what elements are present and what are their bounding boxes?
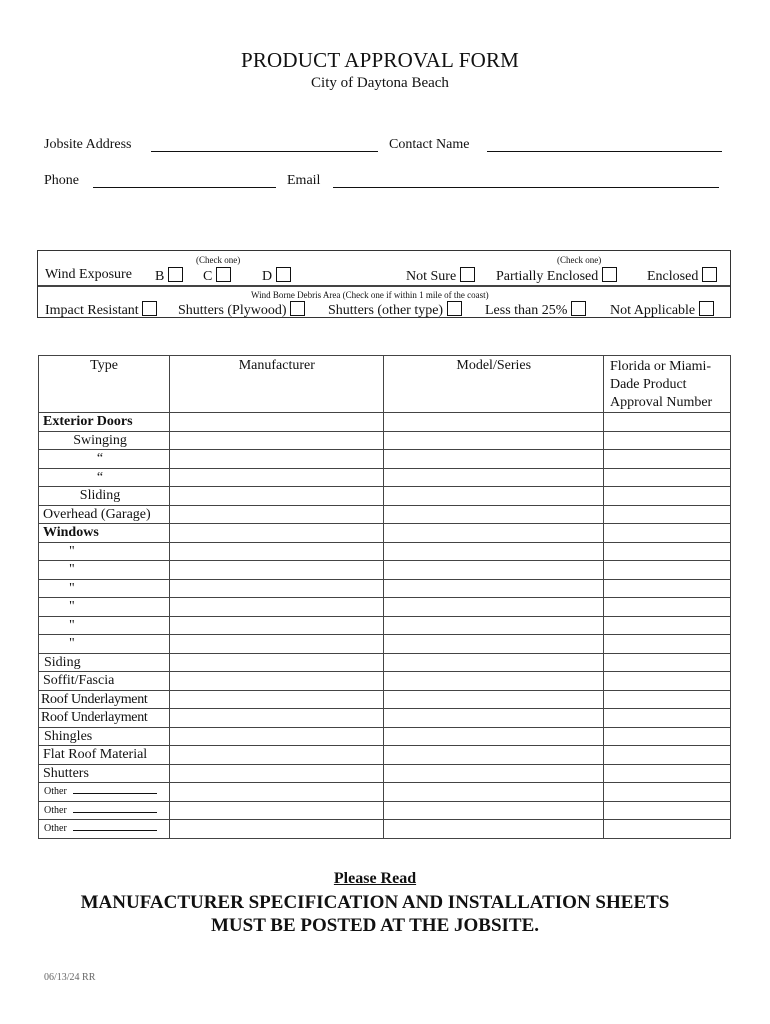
enclosed-label: Enclosed	[647, 269, 699, 284]
manufacturer-cell[interactable]	[170, 450, 384, 469]
model-series-cell[interactable]	[384, 764, 603, 783]
row-type-cell	[39, 598, 170, 617]
jobsite-address-field[interactable]	[151, 151, 378, 152]
manufacturer-cell[interactable]	[170, 413, 384, 432]
manufacturer-cell[interactable]	[170, 690, 384, 709]
manufacturer-cell[interactable]	[170, 598, 384, 617]
row-type-cell	[39, 542, 170, 561]
wind-section-divider	[38, 285, 730, 287]
approval-number-cell[interactable]	[603, 542, 730, 561]
approval-number-cell[interactable]	[603, 727, 730, 746]
manufacturer-cell[interactable]	[170, 487, 384, 506]
table-row	[39, 598, 731, 617]
approval-number-cell[interactable]	[603, 524, 730, 543]
row-type-cell	[39, 820, 170, 839]
less-than-25-checkbox[interactable]	[571, 301, 586, 316]
not-applicable-checkbox[interactable]	[699, 301, 714, 316]
model-series-cell[interactable]	[384, 783, 603, 802]
less-than-25-option[interactable]	[485, 301, 586, 319]
enclosure-not-sure[interactable]	[406, 267, 475, 285]
form-subtitle: City of Daytona Beach	[311, 75, 449, 91]
row-type-label: Soffit/Fascia	[43, 673, 115, 688]
form-title: PRODUCT APPROVAL FORM	[240, 48, 520, 72]
table-row	[39, 690, 731, 709]
approval-number-cell[interactable]	[603, 505, 730, 524]
approval-number-cell[interactable]	[603, 672, 730, 691]
exposure-option-c-label: C	[203, 269, 213, 284]
contact-name-label: Contact Name	[389, 137, 470, 152]
row-type-cell	[39, 450, 170, 469]
row-type-label: Shutters	[43, 765, 89, 781]
check-one-note-left: (Check one)	[196, 255, 241, 265]
manufacturer-cell[interactable]	[170, 801, 384, 820]
approval-number-cell[interactable]	[603, 616, 730, 635]
less-than-25-label: Less than 25%	[485, 303, 568, 318]
approval-number-cell[interactable]	[603, 690, 730, 709]
phone-field[interactable]	[93, 187, 276, 188]
table-row	[39, 468, 731, 487]
table-row	[39, 431, 731, 450]
row-type-label: "	[69, 636, 75, 651]
approval-number-cell[interactable]	[603, 413, 730, 432]
manufacturer-cell[interactable]	[170, 431, 384, 450]
approval-number-cell[interactable]	[603, 468, 730, 487]
manufacturer-cell[interactable]	[170, 579, 384, 598]
email-label: Email	[287, 173, 321, 188]
model-series-cell[interactable]	[384, 598, 603, 617]
model-series-cell[interactable]	[384, 450, 603, 469]
model-series-cell[interactable]	[384, 616, 603, 635]
phone-label: Phone	[44, 173, 79, 188]
row-type-label: Exterior Doors	[43, 414, 133, 429]
model-series-cell[interactable]	[384, 561, 603, 580]
posting-notice-line-2: MUST BE POSTED AT THE JOBSITE.	[210, 915, 540, 936]
shutters-other-option[interactable]	[328, 301, 462, 319]
exposure-option-b[interactable]	[155, 267, 183, 285]
manufacturer-cell[interactable]	[170, 783, 384, 802]
approval-number-cell[interactable]	[603, 820, 730, 839]
table-row	[39, 413, 731, 432]
posting-notice-line-1: MANUFACTURER SPECIFICATION AND INSTALLATION SHEETS	[80, 892, 670, 913]
row-type-cell	[39, 413, 170, 432]
row-type-cell	[39, 764, 170, 783]
row-type-cell	[39, 746, 170, 765]
row-type-label: Siding	[44, 654, 81, 670]
row-type-cell	[39, 653, 170, 672]
row-type-label: Shingles	[44, 728, 93, 744]
manufacturer-cell[interactable]	[170, 727, 384, 746]
approval-number-cell[interactable]	[603, 487, 730, 506]
row-type-label: Other	[44, 804, 67, 816]
enclosure-enclosed[interactable]	[647, 267, 717, 285]
email-field[interactable]	[333, 187, 719, 188]
table-row	[39, 820, 731, 839]
model-series-cell[interactable]	[384, 690, 603, 709]
other-type-field[interactable]	[73, 830, 157, 831]
partially-enclosed-label: Partially Enclosed	[496, 269, 599, 284]
approval-number-cell[interactable]	[603, 561, 730, 580]
manufacturer-cell[interactable]	[170, 820, 384, 839]
exposure-option-b-label: B	[155, 269, 165, 284]
model-series-cell[interactable]	[384, 468, 603, 487]
exposure-option-d[interactable]	[262, 267, 291, 285]
table-row	[39, 579, 731, 598]
approval-number-cell[interactable]	[603, 653, 730, 672]
table-row	[39, 487, 731, 506]
model-series-cell[interactable]	[384, 524, 603, 543]
model-series-cell[interactable]	[384, 820, 603, 839]
other-type-field[interactable]	[73, 812, 157, 813]
model-series-cell[interactable]	[384, 413, 603, 432]
manufacturer-cell[interactable]	[170, 746, 384, 765]
model-series-cell[interactable]	[384, 746, 603, 765]
row-type-cell	[39, 672, 170, 691]
posting-notice	[0, 891, 750, 937]
manufacturer-cell[interactable]	[170, 468, 384, 487]
check-one-note-right: (Check one)	[557, 255, 602, 265]
row-type-label: Roof Underlayment	[41, 710, 148, 725]
exposure-c-checkbox[interactable]	[216, 267, 231, 282]
table-row	[39, 542, 731, 561]
enclosure-partially-enclosed[interactable]	[496, 267, 617, 285]
table-row	[39, 727, 731, 746]
manufacturer-cell[interactable]	[170, 524, 384, 543]
partially-enclosed-checkbox[interactable]	[602, 267, 617, 282]
table-header-row	[39, 356, 731, 413]
table-row	[39, 764, 731, 783]
please-read-heading: Please Read	[333, 870, 417, 887]
manufacturer-cell[interactable]	[170, 505, 384, 524]
wind-exposure-row	[45, 267, 725, 285]
manufacturer-column-header: Manufacturer	[170, 356, 384, 413]
table-row	[39, 672, 731, 691]
model-series-cell[interactable]	[384, 487, 603, 506]
row-type-cell	[39, 579, 170, 598]
table-row	[39, 616, 731, 635]
shutters-plywood-option[interactable]	[178, 301, 305, 319]
row-type-label: "	[69, 562, 75, 577]
row-type-cell	[39, 468, 170, 487]
row-type-cell	[39, 801, 170, 820]
exposure-option-c[interactable]	[203, 267, 231, 285]
row-type-cell	[39, 487, 170, 506]
table-row	[39, 635, 731, 654]
row-type-label: “	[96, 469, 104, 485]
model-series-cell[interactable]	[384, 801, 603, 820]
row-type-label: "	[69, 543, 75, 559]
model-series-cell[interactable]	[384, 542, 603, 561]
shutters-plywood-checkbox[interactable]	[290, 301, 305, 316]
wind-exposure-label: Wind Exposure	[45, 267, 132, 282]
enclosed-checkbox[interactable]	[702, 267, 717, 282]
shutters-other-checkbox[interactable]	[447, 301, 462, 316]
exposure-b-checkbox[interactable]	[168, 267, 183, 282]
row-type-label: Roof Underlayment	[41, 691, 148, 707]
table-row	[39, 653, 731, 672]
row-type-cell	[39, 616, 170, 635]
model-series-cell[interactable]	[384, 579, 603, 598]
row-type-label: Windows	[43, 525, 99, 540]
approval-number-cell[interactable]	[603, 450, 730, 469]
not-sure-checkbox[interactable]	[460, 267, 475, 282]
row-type-cell	[39, 431, 170, 450]
row-type-label: Other	[44, 786, 67, 797]
row-type-cell	[39, 690, 170, 709]
manufacturer-cell[interactable]	[170, 616, 384, 635]
shutters-plywood-label: Shutters (Plywood)	[178, 303, 287, 318]
row-type-label: "	[69, 599, 75, 614]
debris-options-row	[45, 301, 725, 319]
approval-number-cell[interactable]	[603, 746, 730, 765]
other-type-field[interactable]	[73, 793, 157, 794]
row-type-label: Sliding	[79, 488, 121, 503]
row-type-cell	[39, 505, 170, 524]
row-type-cell	[39, 561, 170, 580]
product-table	[38, 355, 731, 839]
row-type-cell	[39, 524, 170, 543]
row-type-label: "	[69, 580, 75, 596]
row-type-label: Other	[44, 823, 67, 834]
manufacturer-cell[interactable]	[170, 672, 384, 691]
model-series-cell[interactable]	[384, 505, 603, 524]
approval-number-cell[interactable]	[603, 635, 730, 654]
model-series-cell[interactable]	[384, 653, 603, 672]
approval-number-cell[interactable]	[603, 764, 730, 783]
approval-number-cell[interactable]	[603, 598, 730, 617]
table-row	[39, 505, 731, 524]
jobsite-address-label: Jobsite Address	[44, 137, 132, 152]
row-type-cell	[39, 635, 170, 654]
not-sure-label: Not Sure	[406, 269, 457, 284]
approval-number-cell[interactable]	[603, 431, 730, 450]
model-series-cell[interactable]	[384, 635, 603, 654]
row-type-label: "	[69, 617, 75, 633]
approval-number-cell[interactable]	[603, 783, 730, 802]
manufacturer-cell[interactable]	[170, 542, 384, 561]
not-applicable-label: Not Applicable	[610, 303, 696, 318]
model-series-cell[interactable]	[384, 727, 603, 746]
approval-number-column-header: Florida or Miami-Dade Product Approval Number	[603, 356, 730, 413]
manufacturer-cell[interactable]	[170, 635, 384, 654]
manufacturer-cell[interactable]	[170, 561, 384, 580]
row-type-cell	[39, 709, 170, 728]
manufacturer-cell[interactable]	[170, 709, 384, 728]
impact-resistant-option[interactable]	[45, 301, 157, 319]
model-series-column-header: Model/Series	[384, 356, 603, 413]
exposure-option-d-label: D	[262, 269, 273, 284]
row-type-cell	[39, 783, 170, 802]
wind-section	[37, 250, 731, 318]
impact-resistant-checkbox[interactable]	[142, 301, 157, 316]
approval-number-cell[interactable]	[603, 709, 730, 728]
table-row	[39, 450, 731, 469]
row-type-cell	[39, 727, 170, 746]
model-series-cell[interactable]	[384, 672, 603, 691]
table-row	[39, 524, 731, 543]
model-series-cell[interactable]	[384, 709, 603, 728]
approval-number-cell[interactable]	[603, 579, 730, 598]
table-row	[39, 801, 731, 820]
row-type-label: Swinging	[73, 432, 127, 448]
model-series-cell[interactable]	[384, 431, 603, 450]
manufacturer-cell[interactable]	[170, 764, 384, 783]
table-row	[39, 709, 731, 728]
manufacturer-cell[interactable]	[170, 653, 384, 672]
contact-name-field[interactable]	[487, 151, 722, 152]
impact-resistant-label: Impact Resistant	[45, 303, 139, 318]
table-row	[39, 561, 731, 580]
debris-area-note: Wind Borne Debris Area (Check one if within 1 mile of the coast)	[251, 290, 489, 300]
table-row	[39, 783, 731, 802]
row-type-label: Overhead (Garage)	[43, 506, 151, 522]
row-type-label: “	[96, 451, 104, 466]
type-column-header: Type	[39, 356, 170, 413]
approval-number-cell[interactable]	[603, 801, 730, 820]
revision-footer: 06/13/24 RR	[44, 972, 96, 983]
exposure-d-checkbox[interactable]	[276, 267, 291, 282]
not-applicable-option[interactable]	[610, 301, 714, 319]
table-row	[39, 746, 731, 765]
shutters-other-label: Shutters (other type)	[328, 303, 444, 318]
row-type-label: Flat Roof Material	[43, 747, 148, 762]
